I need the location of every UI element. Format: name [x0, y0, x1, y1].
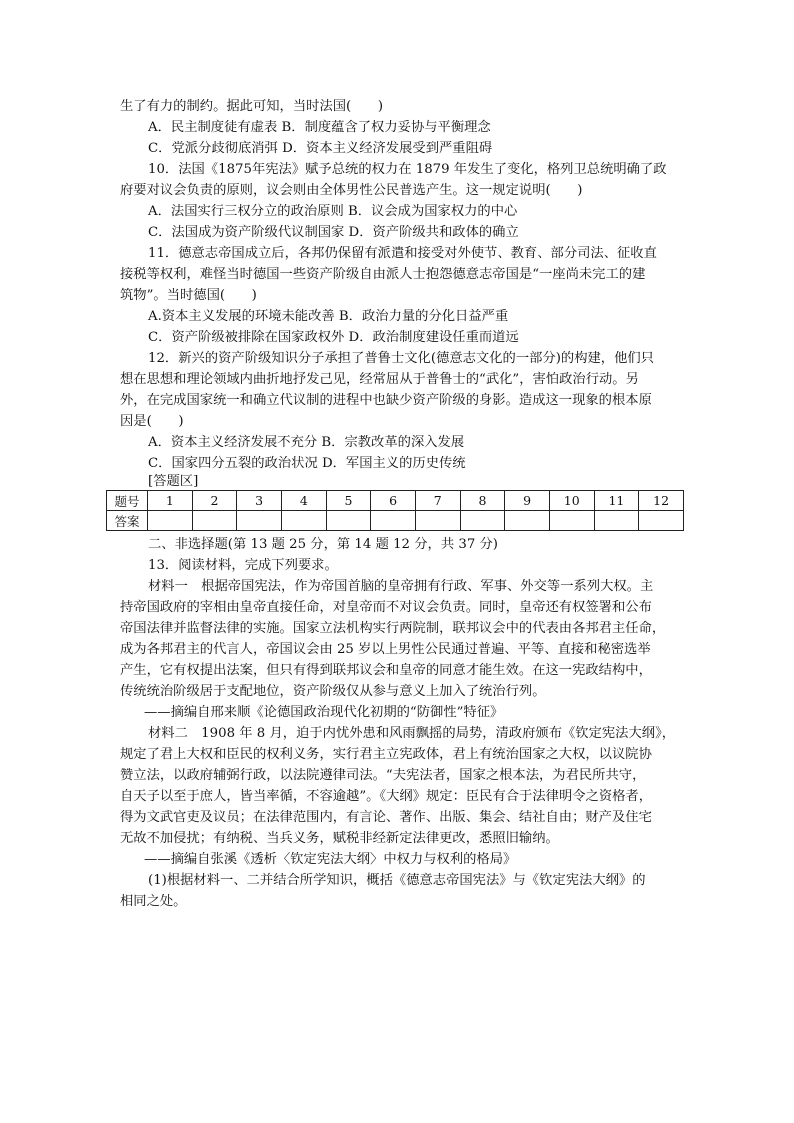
question-number-cell: 8 — [460, 491, 505, 511]
row-label-answer: 答案 — [107, 511, 148, 531]
text-line: 筑物”。当时德国( ) — [120, 288, 257, 303]
option-line: C．法国成为资产阶级代议制国家 D．资产阶级共和政体的确立 — [148, 225, 519, 240]
question-number-cell: 2 — [192, 491, 237, 511]
question-11: 11．德意志帝国成立后，各邦仍保留有派遣和接受对外使节、教育、部分司法、征收直 — [148, 246, 657, 261]
row-label-number: 题号 — [107, 491, 148, 511]
material-one-line: 帝国法律并监督法律的实施。国家立法机构实行两院制，联邦议会中的代表由各邦君主任命， — [120, 621, 666, 636]
question-number-cell: 4 — [281, 491, 326, 511]
table-row — [107, 511, 684, 531]
material-two-line: 赞立法，以政府辅弼行政，以法院遵律司法。“夫宪法者，国家之根本法，为君民所共守， — [120, 768, 646, 783]
option-line: C．党派分歧彻底消弭 D．资本主义经济发展受到严重阻碍 — [148, 141, 493, 156]
answer-cell[interactable] — [460, 511, 505, 531]
material-two-line: 规定了君上大权和臣民的权利义务，实行君主立宪政体，君上有统治国家之大权，以议院协 — [120, 747, 652, 762]
question-number-cell: 7 — [415, 491, 460, 511]
material-two-line: 无故不加侵扰；有纳税、当兵义务，赋税非经新定法律更改，悉照旧输纳。 — [120, 831, 559, 846]
material-two-line: 自天子以至于庶人，皆当率循，不容逾越”。《大纲》规定：臣民有合于法律明令之资格者， — [120, 789, 653, 804]
material-one-line: 产生，它有权提出法案，但只有得到联邦议会和皇帝的同意才能生效。在这一宪政结构中， — [120, 663, 652, 678]
answer-area-label: [答题区] — [148, 474, 199, 489]
option-line: C．资产阶级被排除在国家政权外 D．政治制度建设任重而道远 — [148, 330, 519, 345]
text-line: 想在思想和理论领域内曲折地抒发己见，经常屈从于普鲁士的“武化”，害怕政治行动。另 — [120, 372, 639, 387]
answer-cell[interactable] — [192, 511, 237, 531]
material-two-line: 材料二 1908 年 8 月，迫于内忧外患和风雨飘摇的局势，清政府颁布《钦定宪法大纲》， — [148, 726, 676, 741]
answer-cell[interactable] — [148, 511, 193, 531]
text-line: 生了有力的制约。据此可知，当时法国( ) — [120, 99, 384, 114]
material-one-line: 传统统治阶级居于支配地位，资产阶级仅从参与意义上加入了统治行列。 — [120, 684, 546, 699]
question-12: 12．新兴的资产阶级知识分子承担了普鲁士文化(德意志文化的一部分)的构建，他们只 — [148, 351, 654, 366]
text-line: 相同之处。 — [120, 894, 187, 909]
option-line: A.资本主义发展的环境未能改善 B．政治力量的分化日益严重 — [148, 309, 509, 324]
text-line: 府要对议会负责的原则，议会则由全体男性公民普选产生。这一规定说明( ) — [120, 183, 583, 198]
question-number-cell: 3 — [237, 491, 282, 511]
text-line: 因是( ) — [120, 414, 184, 429]
question-13: 13．阅读材料，完成下列要求。 — [148, 558, 338, 573]
citation-line: ——摘编自张溪《透析〈钦定宪法大纲〉中权力与权利的格局》 — [144, 852, 517, 867]
answer-cell[interactable] — [415, 511, 460, 531]
answer-cell[interactable] — [281, 511, 326, 531]
citation-line: ——摘编自邢来顺《论德国政治现代化初期的“防御性”特征》 — [144, 705, 504, 720]
question-number-cell: 10 — [549, 491, 594, 511]
sub-question: (1)根据材料一、二并结合所学知识，概括《德意志帝国宪法》与《钦定宪法大纲》的 — [148, 873, 646, 888]
answer-cell[interactable] — [237, 511, 282, 531]
answer-table — [106, 490, 684, 531]
answer-cell[interactable] — [639, 511, 684, 531]
question-10: 10．法国《1875年宪法》赋予总统的权力在 1879 年发生了变化，格列卫总统明确了政 — [148, 162, 667, 177]
answer-cell[interactable] — [505, 511, 550, 531]
option-line: C．国家四分五裂的政治状况 D．军国主义的历史传统 — [148, 456, 466, 471]
material-one-line: 成为各邦君主的代言人，帝国议会由 25 岁以上男性公民通过普遍、平等、直接和秘密选举 — [120, 642, 651, 657]
section-heading: 二、非选择题(第 13 题 25 分，第 14 题 12 分，共 37 分) — [148, 537, 498, 552]
question-number-cell: 5 — [326, 491, 371, 511]
material-one-line: 材料一 根据帝国宪法，作为帝国首脑的皇帝拥有行政、军事、外交等一系列大权。主 — [148, 579, 654, 594]
question-number-cell: 9 — [505, 491, 550, 511]
answer-cell[interactable] — [549, 511, 594, 531]
answer-cell[interactable] — [371, 511, 416, 531]
text-line: 外，在完成国家统一和确立代议制的进程中也缺少资产阶级的身影。造成这一现象的根本原 — [120, 393, 652, 408]
question-number-cell: 11 — [594, 491, 639, 511]
question-number-cell: 12 — [639, 491, 684, 511]
table-row — [107, 491, 684, 511]
material-one-line: 持帝国政府的宰相由皇帝直接任命，对皇帝而不对议会负责。同时，皇帝还有权签署和公布 — [120, 600, 652, 615]
material-two-line: 得为文武官吏及议员；在法律范围内，有言论、著作、出版、集会、结社自由；财产及住宅 — [120, 810, 652, 825]
answer-cell[interactable] — [326, 511, 371, 531]
option-line: A．民主制度徒有虚表 B．制度蕴含了权力妥协与平衡理念 — [148, 120, 491, 135]
option-line: A．法国实行三权分立的政治原则 B．议会成为国家权力的中心 — [148, 204, 518, 219]
text-line: 接税等权利，难怪当时德国一些资产阶级自由派人士抱怨德意志帝国是“一座尚未完工的建 — [120, 267, 646, 282]
answer-cell[interactable] — [594, 511, 639, 531]
question-number-cell: 6 — [371, 491, 416, 511]
question-number-cell: 1 — [148, 491, 193, 511]
option-line: A．资本主义经济发展不充分 B．宗教改革的深入发展 — [148, 435, 465, 450]
